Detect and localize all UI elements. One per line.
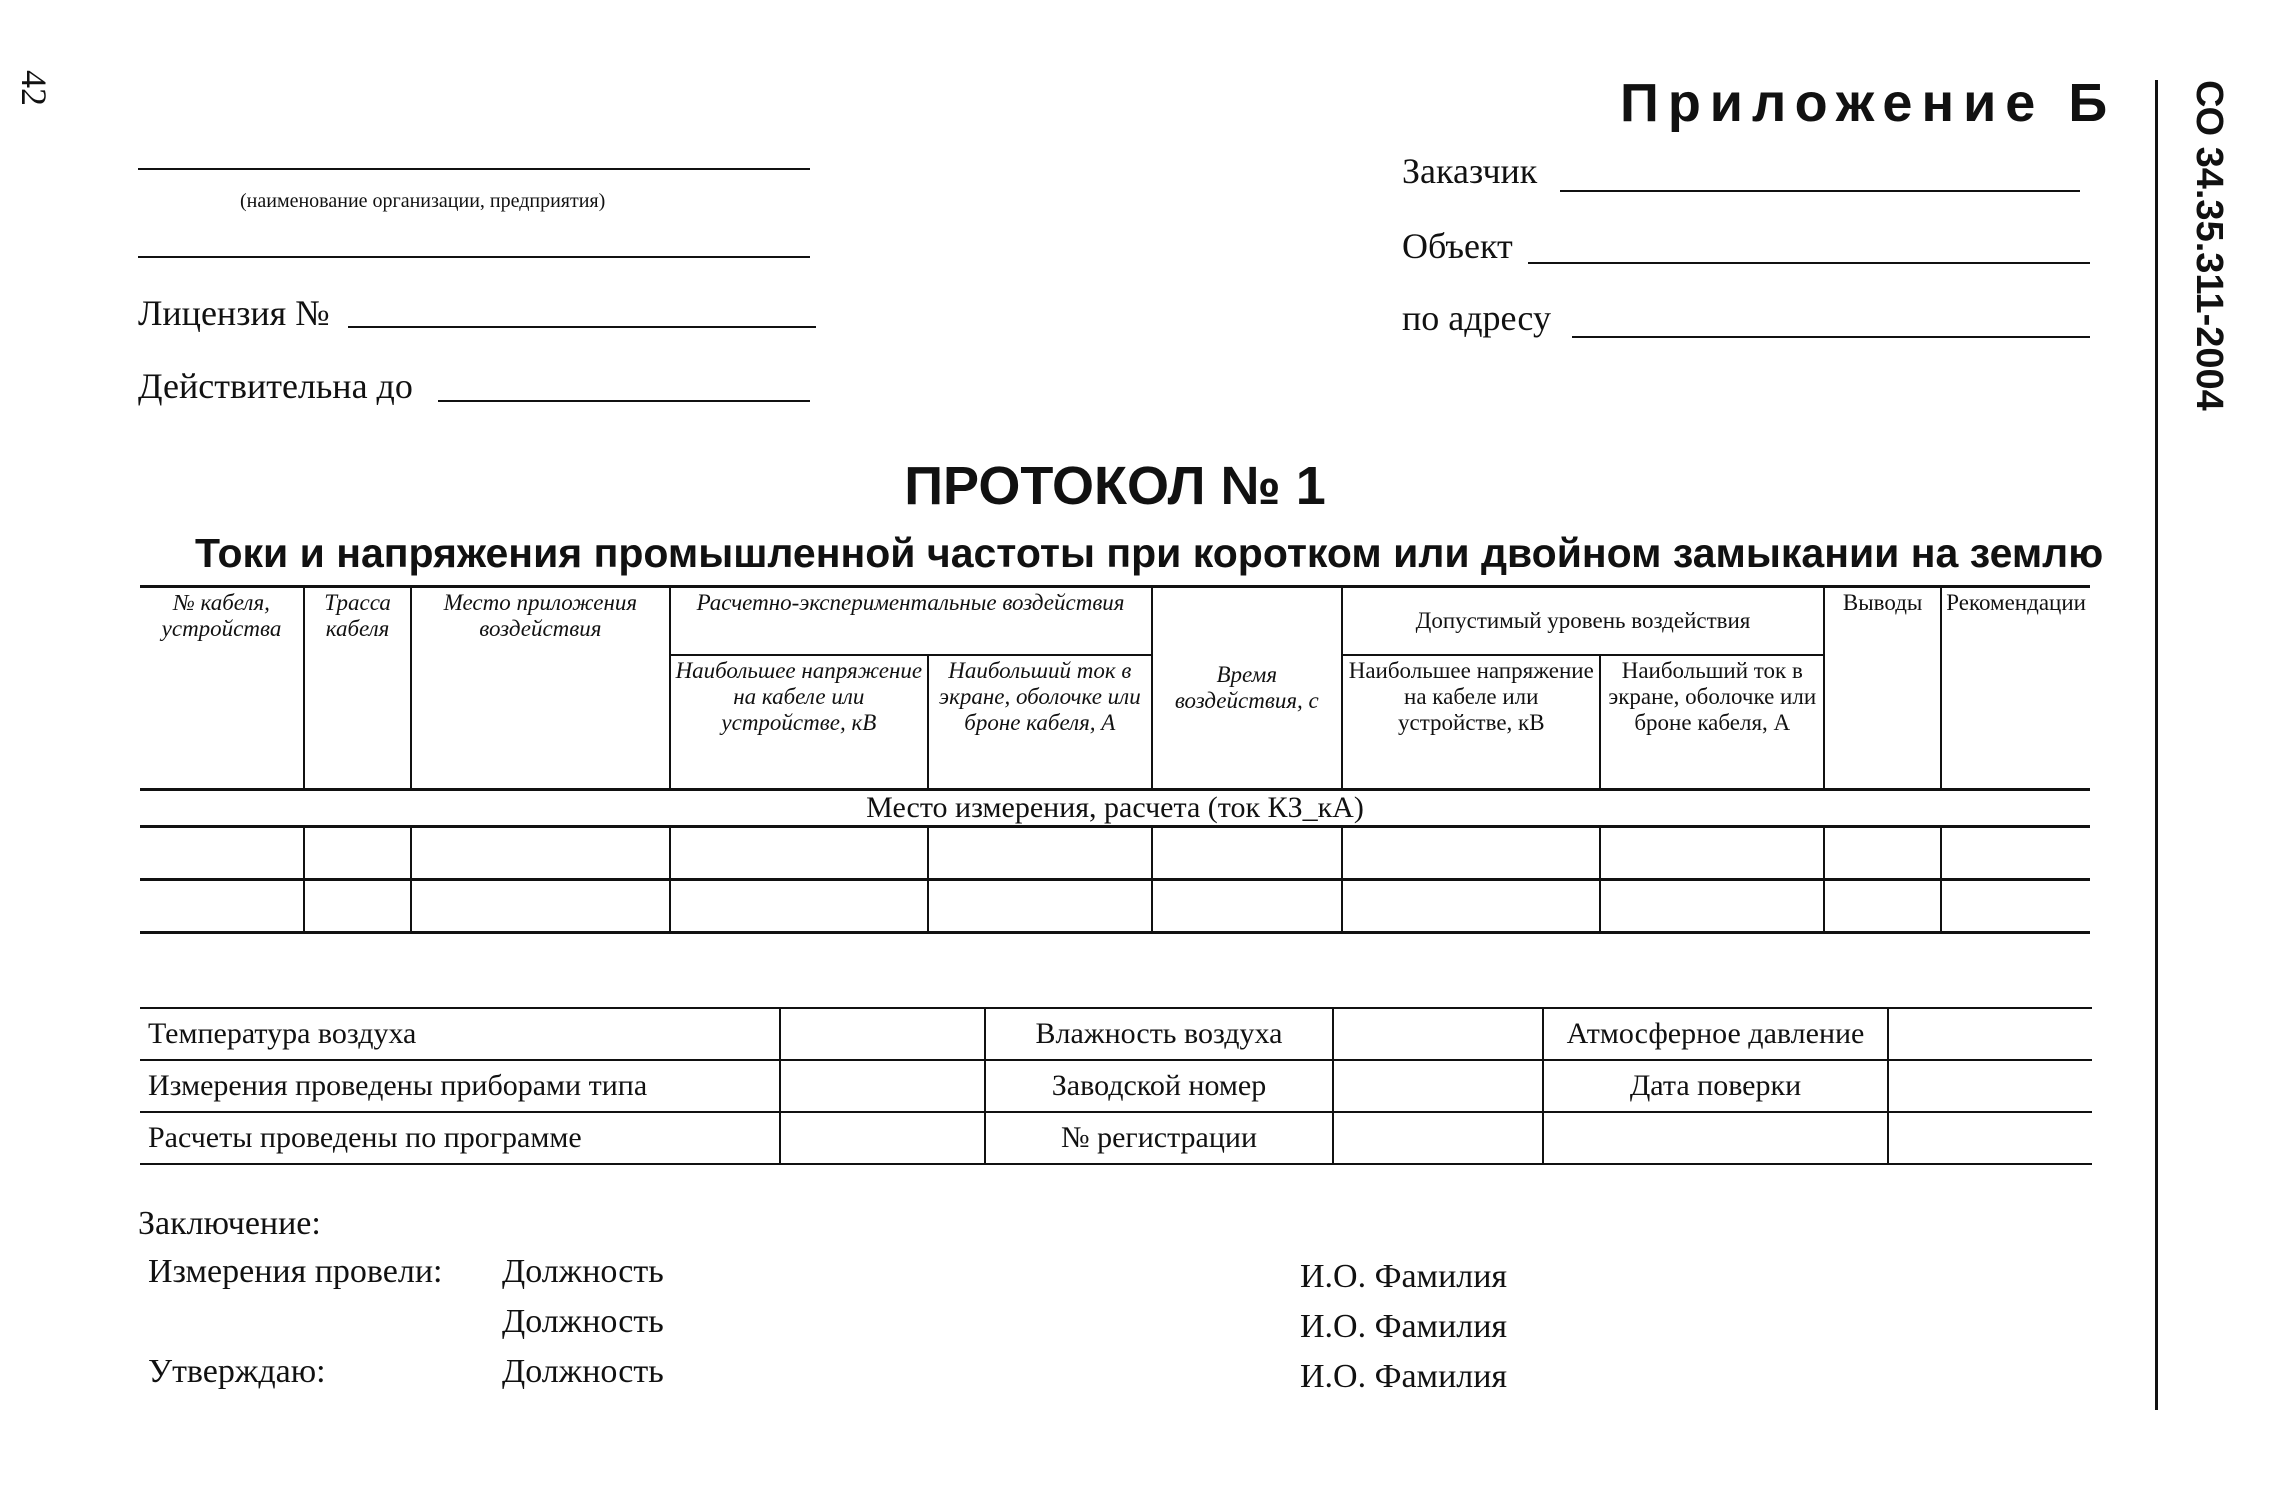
name-3: И.О. Фамилия bbox=[1300, 1358, 1508, 1395]
approve-label: Утверждаю: bbox=[148, 1353, 326, 1390]
table-cell[interactable] bbox=[1824, 880, 1941, 933]
instruments-label: Измерения проведены приборами типа bbox=[140, 1060, 780, 1112]
registration-no-value[interactable] bbox=[1333, 1112, 1543, 1164]
header-cable-route: Трасса кабеля bbox=[304, 587, 411, 790]
header-allowed-voltage: Наибольшее напряжение на кабеле или устройстве, кВ bbox=[1342, 655, 1600, 790]
air-temp-label: Температура воздуха bbox=[140, 1008, 780, 1060]
table-cell[interactable] bbox=[1600, 880, 1824, 933]
conditions-table bbox=[140, 1007, 2092, 1165]
license-label: Лицензия № bbox=[138, 293, 330, 333]
air-humidity-value[interactable] bbox=[1333, 1008, 1543, 1060]
verification-date-value[interactable] bbox=[1888, 1060, 2092, 1112]
table-cell[interactable] bbox=[1152, 880, 1343, 933]
table-cell[interactable] bbox=[1342, 880, 1600, 933]
protocol-title: ПРОТОКОЛ № 1 bbox=[904, 456, 1326, 516]
measure-place-row: Место измерения, расчета (ток КЗ_кА) bbox=[140, 790, 2090, 827]
air-humidity-label: Влажность воздуха bbox=[985, 1008, 1333, 1060]
name-1: И.О. Фамилия bbox=[1300, 1258, 1508, 1295]
customer-label: Заказчик bbox=[1402, 151, 1538, 191]
table-cell[interactable] bbox=[1824, 827, 1941, 880]
registration-no-label: № регистрации bbox=[985, 1112, 1333, 1164]
table-row bbox=[140, 880, 2090, 933]
table-cell[interactable] bbox=[1600, 827, 1824, 880]
position-3: Должность bbox=[502, 1353, 664, 1390]
table-cell[interactable] bbox=[1941, 880, 2090, 933]
header-allowed-current: Наибольший ток в экране, оболочке или броне кабеля, А bbox=[1600, 655, 1824, 790]
customer-field[interactable] bbox=[1560, 190, 2080, 192]
table-cell[interactable] bbox=[140, 880, 304, 933]
org-name-line-2[interactable] bbox=[138, 256, 810, 258]
org-name-caption: (наименование организации, предприятия) bbox=[240, 190, 606, 212]
appendix-title: Приложение Б bbox=[1620, 73, 2117, 133]
header-calc-group: Расчетно-экспериментальные воздействия bbox=[670, 587, 1152, 656]
verification-date-label: Дата поверки bbox=[1543, 1060, 1888, 1112]
valid-until-field[interactable] bbox=[438, 400, 810, 402]
header-impact-place: Место приложения воздействия bbox=[411, 587, 669, 790]
program-label: Расчеты проведены по программе bbox=[140, 1112, 780, 1164]
measured-by-label: Измерения провели: bbox=[148, 1253, 443, 1290]
header-allowed-group: Допустимый уровень воздействия bbox=[1342, 587, 1824, 656]
address-field[interactable] bbox=[1572, 336, 2090, 338]
header-cable-no: № кабеля, устройства bbox=[140, 587, 304, 790]
empty-cell[interactable] bbox=[1888, 1112, 2092, 1164]
valid-until-label: Действительна до bbox=[138, 366, 413, 406]
table-cell[interactable] bbox=[411, 827, 669, 880]
object-label: Объект bbox=[1402, 226, 1513, 266]
protocol-subtitle: Токи и напряжения промышленной частоты при коротком или двойном замыкании на землю bbox=[195, 530, 2104, 576]
empty-cell[interactable] bbox=[1543, 1112, 1888, 1164]
table-row bbox=[140, 827, 2090, 880]
conclusion-label: Заключение: bbox=[138, 1205, 321, 1242]
object-field[interactable] bbox=[1528, 262, 2090, 264]
header-recommendations: Рекомендации bbox=[1941, 587, 2090, 790]
serial-no-value[interactable] bbox=[1333, 1060, 1543, 1112]
header-conclusions: Выводы bbox=[1824, 587, 1941, 790]
page-number: 42 bbox=[14, 70, 54, 106]
name-2: И.О. Фамилия bbox=[1300, 1308, 1508, 1345]
header-duration: Время воздействия, с bbox=[1152, 587, 1343, 790]
table-cell[interactable] bbox=[670, 880, 929, 933]
standard-code: СО 34.35.311-2004 bbox=[2188, 80, 2230, 411]
header-calc-current: Наибольший ток в экране, оболочке или броне кабеля, А bbox=[928, 655, 1151, 790]
table-cell[interactable] bbox=[1941, 827, 2090, 880]
license-field[interactable] bbox=[348, 326, 816, 328]
table-cell[interactable] bbox=[928, 880, 1151, 933]
air-temp-value[interactable] bbox=[780, 1008, 985, 1060]
table-cell[interactable] bbox=[304, 827, 411, 880]
atm-pressure-value[interactable] bbox=[1888, 1008, 2092, 1060]
protocol-table bbox=[140, 585, 2090, 934]
address-label: по адресу bbox=[1402, 298, 1551, 338]
serial-no-label: Заводской номер bbox=[985, 1060, 1333, 1112]
table-cell[interactable] bbox=[928, 827, 1151, 880]
table-cell[interactable] bbox=[304, 880, 411, 933]
position-2: Должность bbox=[502, 1303, 664, 1340]
atm-pressure-label: Атмосферное давление bbox=[1543, 1008, 1888, 1060]
table-cell[interactable] bbox=[1342, 827, 1600, 880]
table-cell[interactable] bbox=[140, 827, 304, 880]
instruments-value[interactable] bbox=[780, 1060, 985, 1112]
program-value[interactable] bbox=[780, 1112, 985, 1164]
position-1: Должность bbox=[502, 1253, 664, 1290]
header-calc-voltage: Наибольшее напряжение на кабеле или устройстве, кВ bbox=[670, 655, 929, 790]
org-name-line[interactable] bbox=[138, 168, 810, 170]
right-margin-rule bbox=[2155, 80, 2158, 1410]
table-cell[interactable] bbox=[1152, 827, 1343, 880]
table-cell[interactable] bbox=[670, 827, 929, 880]
table-cell[interactable] bbox=[411, 880, 669, 933]
